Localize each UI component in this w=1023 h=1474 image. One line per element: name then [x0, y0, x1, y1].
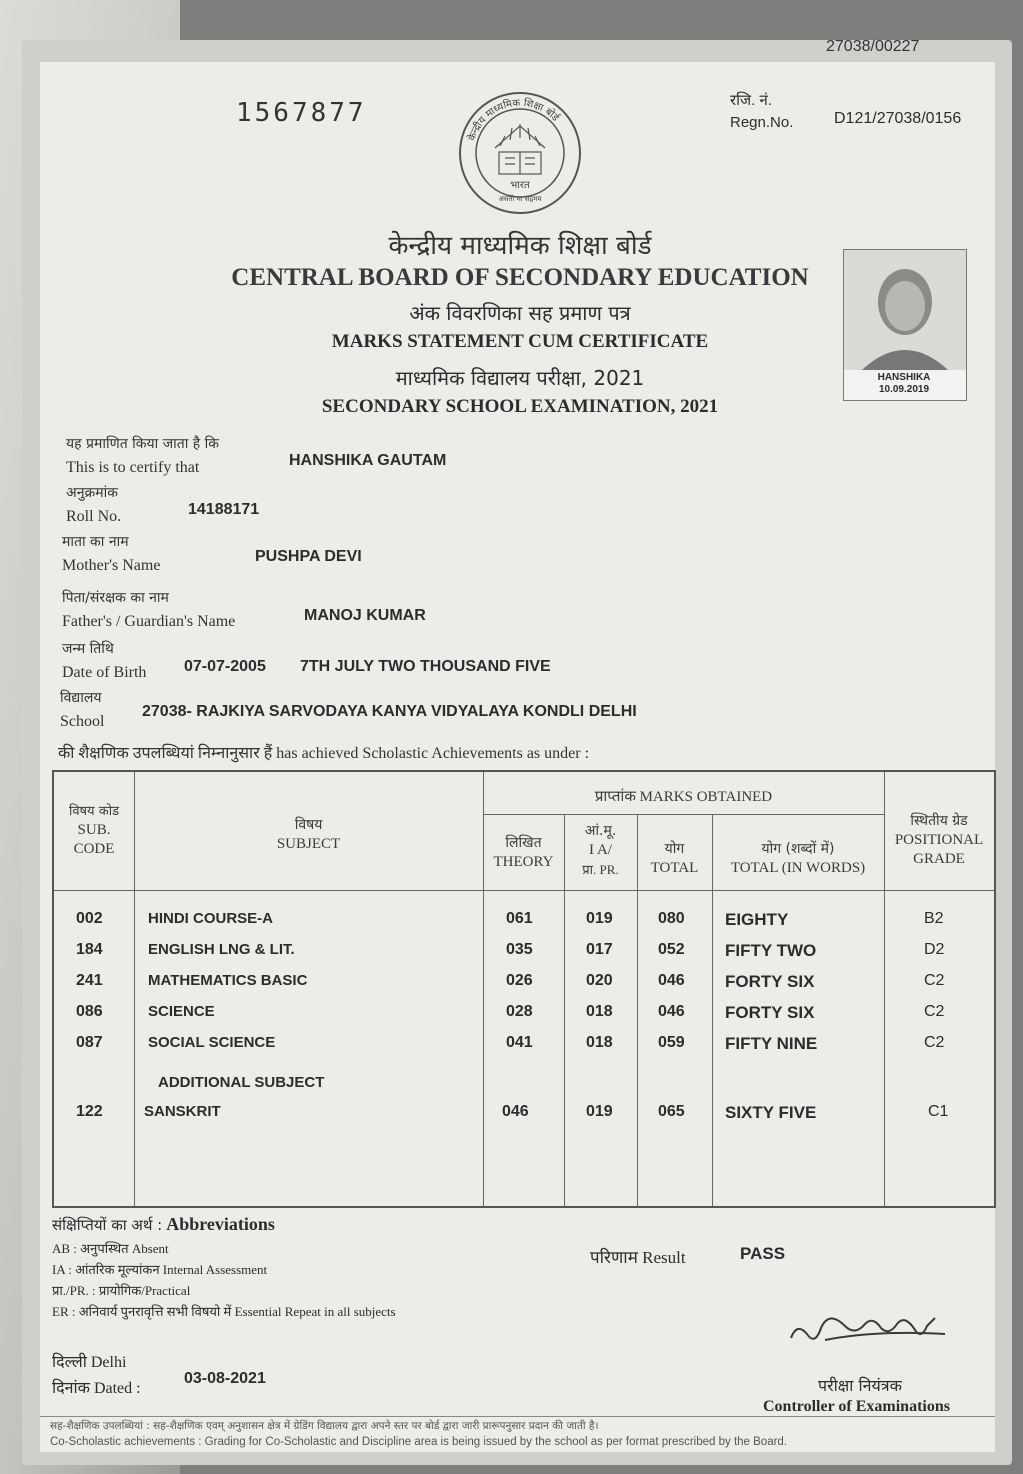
row-subject: SANSKRIT — [144, 1103, 221, 1120]
th-grade-hi: स्थितीय ग्रेड — [910, 813, 968, 829]
row-grade: C1 — [928, 1103, 949, 1120]
th-total-hi: योग — [664, 841, 685, 857]
row-ia: 019 — [586, 1103, 613, 1120]
signature-icon — [785, 1300, 955, 1360]
th-subject-hi: विषय — [294, 817, 323, 833]
emblem-bottom-text: भारत — [510, 180, 530, 191]
regn-label-hi: रजि. नं. — [730, 92, 772, 109]
achieved-line: की शैक्षणिक उपलब्धियां निम्नानुसार हैं has achieved Scholastic Achievements as under : — [58, 745, 590, 762]
result-value: PASS — [740, 1244, 786, 1263]
top-number: 27038/00227 — [826, 38, 920, 55]
th-marks-group: प्राप्तांक MARKS OBTAINED — [594, 789, 773, 805]
school-value: 27038- RAJKIYA SARVODAYA KANYA VIDYALAYA KONDLI DELHI — [142, 703, 637, 720]
row-words: FORTY SIX — [725, 972, 815, 991]
doc-title-hi: अंक विवरणिका सह प्रमाण पत्र — [409, 301, 631, 325]
certify-label-en: This is to certify that — [66, 459, 200, 476]
th-words-hi: योग (शब्दों में) — [761, 841, 835, 857]
school-label — [60, 687, 104, 733]
controller-label-en: Controller of Examinations — [763, 1398, 950, 1415]
th-code-en2: CODE — [73, 841, 115, 857]
dob-label-en: Date of Birth — [62, 664, 147, 681]
row-ia: 020 — [586, 972, 613, 989]
dob-label — [62, 638, 146, 684]
school-label-en: School — [60, 713, 105, 730]
row-subject: ENGLISH LNG & LIT. — [148, 941, 295, 958]
row-total: 052 — [658, 941, 685, 958]
row-subject: SOCIAL SCIENCE — [148, 1034, 276, 1051]
footer-note-en: Co-Scholastic achievements : Grading for Co-Scholastic and Discipline area is being issued by the school as per format prescribed by the Board. — [50, 1436, 788, 1448]
emblem-top-text: केन्द्रीय माध्यमिक शिक्षा बोर्ड — [466, 97, 561, 143]
father-label — [62, 587, 235, 633]
th-ia — [564, 822, 637, 879]
row-subject: MATHEMATICS BASIC — [148, 972, 308, 989]
th-grade-en1: POSITIONAL — [894, 832, 984, 848]
row-grade: D2 — [924, 941, 945, 958]
th-ia-en: I A/ — [589, 842, 612, 858]
abbreviations-heading — [52, 1214, 275, 1235]
roll-label — [66, 482, 121, 528]
row-words: EIGHTY — [725, 910, 789, 929]
abbreviation-item: IA : आंतरिक मूल्यांकन Internal Assessment — [52, 1262, 268, 1277]
board-title-hi: केन्द्रीय माध्यमिक शिक्षा बोर्ड — [388, 231, 652, 261]
footer-divider — [40, 1416, 995, 1417]
controller-label-hi: परीक्षा नियंत्रक — [818, 1376, 902, 1395]
row-code: 002 — [76, 910, 103, 927]
marks-table — [52, 770, 996, 1208]
mother-label-en: Mother's Name — [62, 557, 161, 574]
certify-label — [66, 433, 219, 479]
serial-number: 1567877 — [236, 98, 367, 128]
regn-label — [730, 90, 793, 134]
row-words: SIXTY FIVE — [725, 1103, 817, 1122]
regn-value: D121/27038/0156 — [834, 110, 962, 127]
th-subject — [134, 816, 483, 854]
dated-value: 03-08-2021 — [184, 1370, 266, 1387]
table-row — [54, 1034, 994, 1064]
row-subject: SCIENCE — [148, 1003, 215, 1020]
table-row — [54, 910, 994, 940]
row-grade: C2 — [924, 1003, 945, 1020]
emblem-motto: असतो मा सद्गमय — [498, 195, 542, 203]
roll-label-hi: अनुक्रमांक — [66, 485, 118, 501]
roll-label-en: Roll No. — [66, 508, 122, 525]
row-words: FORTY SIX — [725, 1003, 815, 1022]
row-theory: 028 — [506, 1003, 533, 1020]
doc-title-en: MARKS STATEMENT CUM CERTIFICATE — [331, 331, 709, 352]
abbreviation-item: प्रा./PR. : प्रायोगिक/Practical — [52, 1283, 191, 1298]
row-theory: 035 — [506, 941, 533, 958]
dated-label: दिनांक Dated : — [52, 1380, 141, 1397]
row-grade: B2 — [924, 910, 944, 927]
roll-number: 14188171 — [188, 501, 260, 518]
th-total — [637, 840, 712, 878]
exam-title-hi: माध्यमिक विद्यालय परीक्षा, 2021 — [395, 366, 645, 390]
th-theory-en: THEORY — [493, 854, 554, 870]
row-total: 059 — [658, 1034, 685, 1051]
abbreviation-item: ER : अनिवार्य पुनरावृत्ति सभी विषयो में Essential Repeat in all subjects — [52, 1304, 396, 1319]
row-ia: 017 — [586, 941, 613, 958]
abbreviations-heading-en: Abbreviations — [166, 1214, 275, 1234]
cbse-emblem-icon — [455, 88, 585, 218]
table-row — [54, 1003, 994, 1033]
row-code: 122 — [76, 1103, 103, 1120]
row-theory: 046 — [502, 1103, 529, 1120]
th-grade — [884, 812, 994, 869]
dob-label-hi: जन्म तिथि — [62, 641, 114, 657]
result-label: परिणाम Result — [590, 1248, 686, 1267]
row-code: 086 — [76, 1003, 103, 1020]
th-words-en: TOTAL (IN WORDS) — [730, 860, 866, 876]
abbreviation-item: AB : अनुपस्थित Absent — [52, 1241, 169, 1256]
th-ia-pr: प्रा. PR. — [582, 862, 619, 877]
photo-caption-date: 10.09.2019 — [878, 384, 930, 395]
th-words — [712, 840, 884, 878]
th-code — [54, 802, 134, 859]
abbreviations-heading-hi: संक्षिप्तियों का अर्थ : — [52, 1216, 163, 1234]
row-subject: HINDI COURSE-A — [148, 910, 274, 927]
table-row — [54, 1103, 994, 1133]
row-theory: 041 — [506, 1034, 533, 1051]
exam-title-en: SECONDARY SCHOOL EXAMINATION, 2021 — [321, 396, 719, 417]
th-ia-hi: आं.मू. — [584, 823, 617, 839]
row-theory: 026 — [506, 972, 533, 989]
student-photo-icon — [844, 250, 966, 370]
th-code-en1: SUB. — [77, 822, 111, 838]
row-code: 184 — [76, 941, 103, 958]
row-ia: 018 — [586, 1034, 613, 1051]
row-ia: 019 — [586, 910, 613, 927]
th-theory-hi: लिखित — [505, 835, 542, 851]
board-title-en: CENTRAL BOARD OF SECONDARY EDUCATION — [231, 264, 809, 291]
th-theory — [483, 834, 564, 872]
row-total: 046 — [658, 972, 685, 989]
father-label-en: Father's / Guardian's Name — [62, 613, 236, 630]
footer-note-hi: सह-शैक्षणिक उपलब्धियां : सह-शैक्षणिक एवम् अनुशासन क्षेत्र में ग्रेडिंग विद्यालय द्वारा अपने स्तर पर बोर्ड द्वारा जारी प्रारूपनुसार प्रदान की जाती है। — [50, 1420, 599, 1432]
row-code: 087 — [76, 1034, 103, 1051]
place-label: दिल्ली Delhi — [52, 1354, 127, 1371]
certify-label-hi: यह प्रमाणित किया जाता है कि — [66, 436, 220, 452]
th-grade-en2: GRADE — [913, 851, 965, 867]
table-row — [54, 972, 994, 1002]
student-name: HANSHIKA GAUTAM — [289, 452, 447, 469]
th-total-en: TOTAL — [650, 860, 699, 876]
row-code: 241 — [76, 972, 103, 989]
row-total: 046 — [658, 1003, 685, 1020]
row-ia: 018 — [586, 1003, 613, 1020]
th-subject-en: SUBJECT — [276, 836, 341, 852]
row-total: 080 — [658, 910, 685, 927]
abbreviations-list — [52, 1238, 396, 1322]
photo-caption — [843, 372, 965, 396]
dob-value: 07-07-2005 — [184, 658, 266, 675]
row-theory: 061 — [506, 910, 533, 927]
photo-caption-name: HANSHIKA — [877, 372, 931, 383]
additional-subject-label: ADDITIONAL SUBJECT — [158, 1074, 325, 1091]
row-words: FIFTY NINE — [725, 1034, 818, 1053]
row-words: FIFTY TWO — [725, 941, 817, 960]
regn-label-en: Regn.No. — [730, 114, 794, 131]
father-label-hi: पिता/संरक्षक का नाम — [62, 590, 169, 606]
mother-label — [62, 531, 160, 577]
row-total: 065 — [658, 1103, 685, 1120]
row-grade: C2 — [924, 972, 945, 989]
row-grade: C2 — [924, 1034, 945, 1051]
table-row — [54, 941, 994, 971]
father-name: MANOJ KUMAR — [304, 607, 426, 624]
mother-label-hi: माता का नाम — [62, 534, 129, 550]
school-label-hi: विद्यालय — [60, 690, 102, 706]
dob-words: 7TH JULY TWO THOUSAND FIVE — [300, 658, 551, 675]
th-code-hi: विषय कोड — [68, 804, 120, 819]
mother-name: PUSHPA DEVI — [255, 548, 362, 565]
